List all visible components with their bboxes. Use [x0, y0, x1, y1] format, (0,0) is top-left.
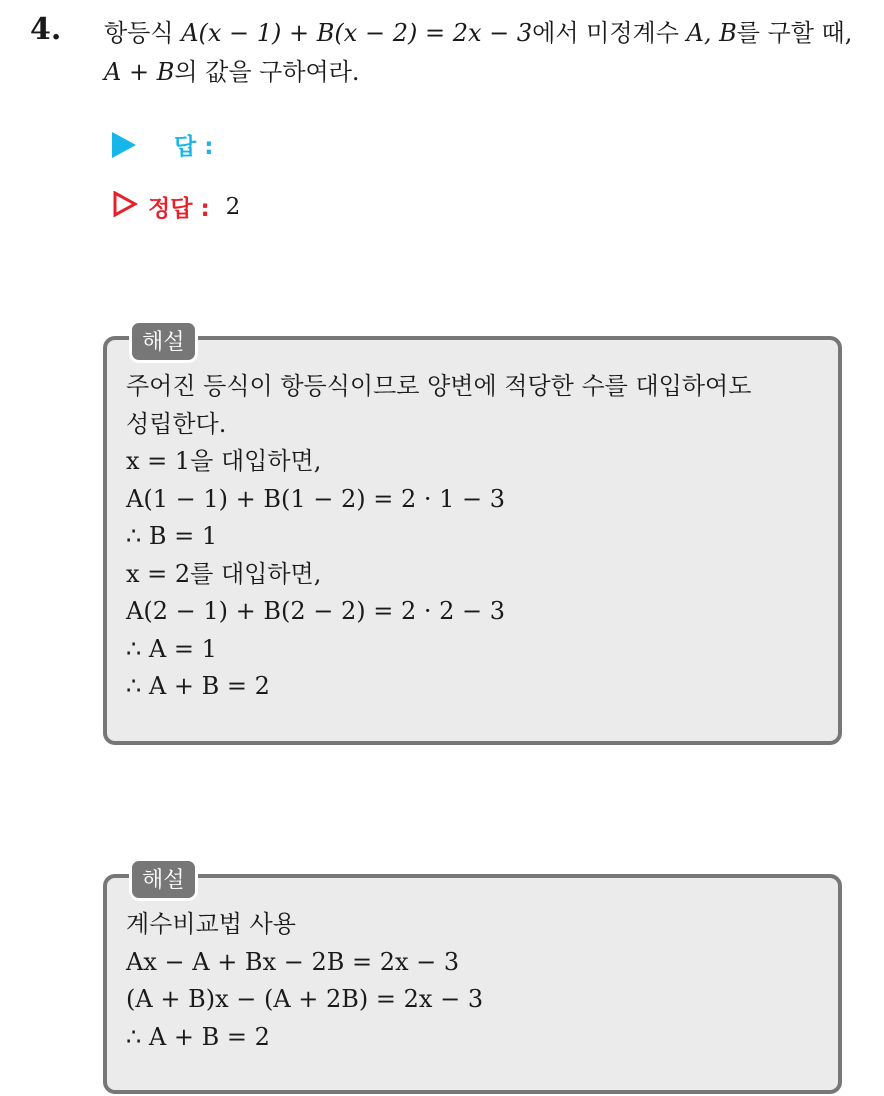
question-coefficients: A, B	[686, 19, 737, 47]
question-text-mid: 에서 미정계수	[532, 19, 687, 47]
explanation-line: x = 2를 대입하면,	[126, 559, 322, 588]
explanation-line: (A + B)x − (A + 2B) = 2x − 3	[126, 985, 484, 1013]
explanation-line: ∴ A + B = 2	[126, 1022, 270, 1051]
explanation-line: ∴ B = 1	[126, 522, 218, 550]
play-triangle-icon	[112, 132, 136, 158]
explanation-box-2	[103, 868, 842, 1094]
explanation-line: x = 1을 대입하면,	[126, 447, 322, 475]
explanation-tag: 해설	[129, 320, 198, 363]
question-line-1	[104, 14, 874, 53]
question-line-2	[104, 53, 874, 92]
outline-triangle-icon	[112, 191, 138, 223]
question-text-prefix: 항등식	[104, 19, 182, 47]
explanation-line: 계수비교법 사용	[126, 910, 296, 938]
explanation-line: A(1 − 1) + B(1 − 2) = 2 · 1 − 3	[126, 484, 506, 513]
explanation-line: 성립한다.	[126, 409, 227, 438]
question-number: 4.	[30, 12, 62, 47]
explanation-line: ∴ A + B = 2	[126, 672, 270, 700]
explanation-body	[126, 368, 824, 706]
explanation-line: 주어진 등식이 항등식이므로 양변에 적당한 수를 대입하여도	[126, 372, 752, 400]
question-equation: A(x − 1) + B(x − 2) = 2x − 3	[181, 19, 533, 47]
question-line2-text: 의 값을 구하여라.	[174, 58, 360, 86]
question-text	[104, 14, 874, 92]
explanation-box-1	[103, 330, 842, 745]
question-text-suffix: 를 구할 때,	[736, 19, 853, 47]
explanation-line: A(2 − 1) + B(2 − 2) = 2 · 2 − 3	[126, 597, 506, 625]
correct-answer-value: 2	[225, 193, 241, 220]
explanation-line: ∴ A = 1	[126, 634, 217, 663]
question-expression: A + B	[104, 58, 175, 86]
answer-input-row	[112, 128, 213, 161]
explanation-body	[126, 906, 824, 1056]
correct-answer-label: 정답 :	[148, 196, 210, 222]
answer-label: 답 :	[174, 134, 214, 160]
explanation-tag: 해설	[129, 858, 198, 901]
correct-answer-row	[112, 190, 240, 223]
explanation-line: Ax − A + Bx − 2B = 2x − 3	[126, 947, 460, 976]
